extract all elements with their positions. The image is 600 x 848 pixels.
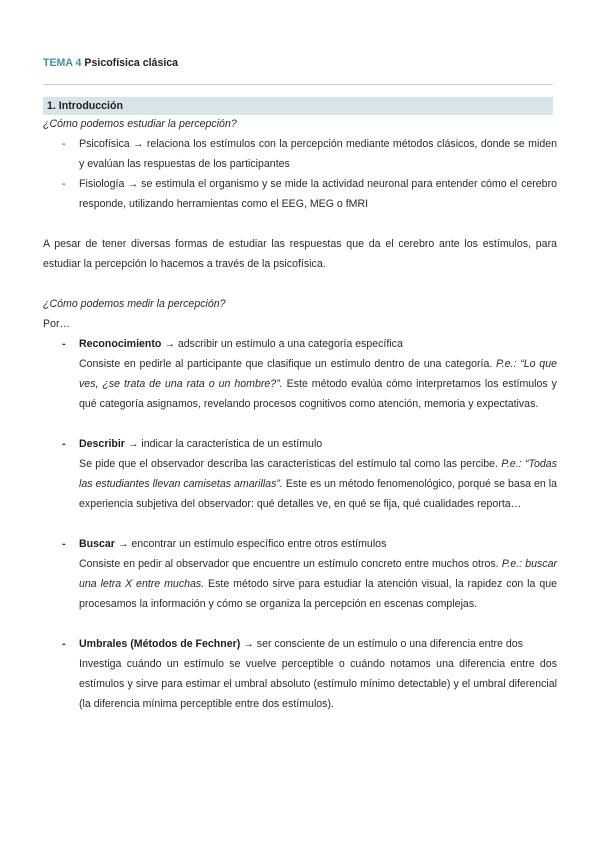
list-item (43, 634, 557, 714)
method-example: P.e.: buscar una letra X entre muchas. (79, 558, 557, 590)
dash-marker: - (62, 538, 66, 550)
document-body (43, 114, 557, 734)
method-name: Describir (79, 438, 125, 450)
dash-marker: - (62, 178, 66, 190)
method-heading (79, 634, 557, 654)
study-methods-list (43, 134, 557, 214)
method-example: P.e.: “Lo que ves, ¿se trata de una rata o un hombre?”. (79, 358, 557, 390)
method-example: P.e.: “Todas las estudiantes llevan camisetas amarillas”. (79, 458, 557, 490)
header-divider (43, 84, 553, 85)
description-text: Este es un método fenomenológico, porqué se basa en la experiencia subjetiva del observador: qué detalles ve, en qué se fija, qué cualidades reporta… (79, 478, 557, 510)
method-heading (79, 434, 557, 454)
description-text: Este método evalúa cómo interpretamos los estímulos y qué categoría asignamos, revelando procesos cognitivos como atención, memoria y expectativas. (79, 378, 557, 410)
question-study: ¿Cómo podemos estudiar la percepción? (43, 118, 237, 130)
por-text: Por… (43, 318, 71, 330)
list-item-text: Psicofísica → relaciona los estímulos con la percepción mediante métodos clásicos, donde se miden y evalúan las respuestas de los participantes (79, 138, 557, 170)
list-item (43, 534, 557, 614)
paragraph-psychophysics: A pesar de tener diversas formas de estudiar las respuestas que da el cerebro ante los estímulos, para estudiar la percepción lo hacemos a través de la psicofísica. (43, 238, 557, 270)
method-description (79, 554, 557, 614)
description-text: Investiga cuándo un estímulo se vuelve perceptible o cuándo notamos una diferencia entre dos estímulos y sirve para estimar el umbral absoluto (estímulo mínimo detectable) y el umbral diferencial (la diferencia mínima perceptible entre dos estímulos). (79, 658, 557, 710)
question-measure: ¿Cómo podemos medir la percepción? (43, 298, 226, 310)
method-name: Buscar (79, 538, 115, 550)
method-heading (79, 534, 557, 554)
description-text: Este método sirve para estudiar la atención visual, la rapidez con la que procesamos la información y cómo se organiza la percepción en escenas complejas. (79, 578, 558, 610)
list-item (43, 334, 557, 414)
list-item (43, 174, 557, 214)
method-description (79, 454, 557, 514)
description-text: Se pide que el observador describa las características del estímulo tal como las percibe. (79, 458, 502, 470)
page-header (43, 53, 178, 73)
section-heading: 1. Introducción (47, 100, 123, 112)
method-definition: → encontrar un estímulo específico entre otros estímulos (114, 538, 387, 550)
section-heading-bar (43, 97, 553, 115)
list-item (43, 434, 557, 514)
method-name: Reconocimiento (79, 338, 162, 350)
method-definition: → adscribir un estímulo a una categoría específica (161, 338, 403, 350)
method-heading (79, 334, 557, 354)
tema-label: TEMA 4 (43, 57, 82, 69)
description-text: Consiste en pedir al observador que encuentre un estímulo concreto entre muchos otros. (79, 558, 502, 570)
method-description (79, 354, 557, 414)
dash-marker: - (62, 638, 66, 650)
method-definition: → indicar la característica de un estímulo (124, 438, 323, 450)
list-item-text: Fisiología → se estimula el organismo y se mide la actividad neuronal para entender cómo el cerebro responde, utilizando herramientas como el EEG, MEG o fMRI (79, 178, 557, 210)
measure-methods-list (43, 334, 557, 714)
dash-marker: - (62, 338, 66, 350)
method-description (79, 654, 557, 714)
method-definition: → ser consciente de un estímulo o una diferencia entre dos (240, 638, 523, 650)
dash-marker: - (62, 438, 66, 450)
tema-title: Psicofísica clásica (84, 57, 179, 69)
dash-marker: - (62, 138, 66, 150)
method-name: Umbrales (Métodos de Fechner) (79, 638, 241, 650)
description-text: Consiste en pedirle al participante que clasifique un estímulo dentro de una categoría. (79, 358, 497, 370)
list-item (43, 134, 557, 174)
